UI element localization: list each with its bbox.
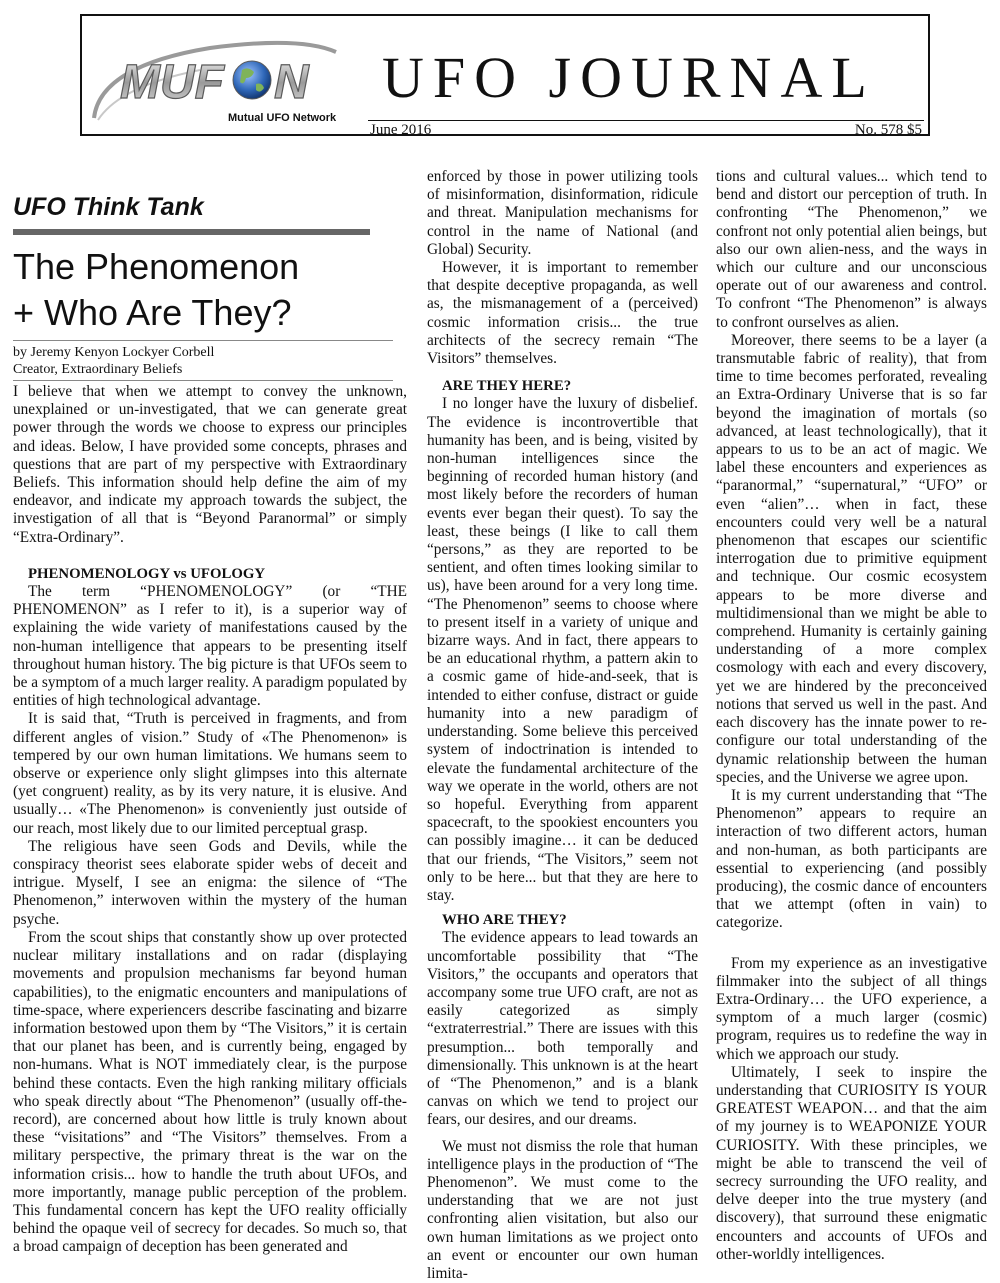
section-title: UFO Think Tank xyxy=(13,193,204,221)
mufon-logo xyxy=(90,26,340,126)
issue-number: No. 578 $5 xyxy=(854,122,922,138)
byline-divider-top xyxy=(13,340,393,341)
paragraph: tions and cultural values... which tend to bend and distort our perception of truth. In confronting “The Phenomenon,” we confront not only potential alien beings, but also our own alien-ness, and the ways in which our culture and our unconscious operate out of our awareness and control. To confront “The Phenomenon” is always to confront ourselves as alien. xyxy=(716,168,987,331)
paragraph: We must not dismiss the role that human intelligence plays in the production of “The Phenomenon”. We must come to the understanding that we are not just confronting alien visitation, but also our own human limitations as we project onto an event or encounter our own human limita- xyxy=(427,1137,698,1282)
svg-text:MUF: MUF xyxy=(120,56,224,109)
subheading-who-are-they: WHO ARE THEY? xyxy=(442,912,567,929)
paragraph: From the scout ships that constantly show up over protected nuclear military installations and on radar (displaying movements and propulsion mechanisms far beyond human capabilities), to the enigmatic encounters and manipulations of time-space, where experiencers describe fascinating and bizarre information bestowed upon them by “The Visitors,” it is certain that our planet has been, and is currently being, engaged by non-humans. What is NOT immediately clear, is the purpose behind these contacts. Even the high ranking military officials who speak directly about “The Phenomenon” (usually off-the-record), are concerned about how little is truly known about these “visitations” and “The Visitors” themselves. From a military perspective, the primary threat is the war on the information crisis... how to handle the truth about UFOs, and more importantly, manage public perception of the problem. This fundamental concern has kept the UFO reality officially behind the opaque veil of secrecy for decades. So much so, that a broad campaign of deception has been generated and xyxy=(13,928,407,1256)
paragraph: However, it is important to remember that despite deceptive propaganda, as well as, the mismanagement of a (perceived) cosmic information crisis... the true architects of the secrecy remain “The Visitors” themselves. xyxy=(427,259,698,368)
paragraph: Ultimately, I seek to inspire the understanding that CURIOSITY IS YOUR GREATEST WEAPON… and that the aim of my journey is to WEAPONIZE YOUR CURIOSITY. With these principles, we might be able to transcend the veil of secrecy surrounding the UFO reality, and delve deeper into the true mystery (and discovery), that surround these enigmatic encounters and accounts of UFOs and other-worldly intelligences. xyxy=(716,1063,987,1263)
paragraph: The religious have seen Gods and Devils, while the conspiracy theorist sees elaborate spider webs of deceit and intrigue. Myself, I see an enigma: the silence of “The Phenomenon,” interwoven within the mystery of the human psyche. xyxy=(13,837,407,928)
article-title xyxy=(13,244,299,336)
logo-subtitle: Mutual UFO Network xyxy=(228,112,337,124)
svg-text:N: N xyxy=(274,56,309,109)
author-line: by Jeremy Kenyon Lockyer Corbell xyxy=(13,345,215,360)
paragraph: It is my current understanding that “The Phenomenon” appears to require an interaction of two different actors, human and non-human, as both participants are essential to experiencing (and possibly producing), the cosmic dance of encounters that we attempt (often in vain) to categorize. xyxy=(716,786,987,932)
paragraph: The evidence appears to lead towards an uncomfortable possibility that “The Visitors,” the occupants and operators that accompany some true UFO craft, are not as easily categorized as simply “extraterrestrial.” There are issues with this presumption... both temporally and dimensionally. This unknown is at the heart of “The Phenomenon,” and is a blank canvas on which we tend to project our fears, our desires, and our dreams. xyxy=(427,929,698,1129)
article-column-1 xyxy=(13,383,407,1257)
subheading-phenomenology: PHENOMENOLOGY vs UFOLOGY xyxy=(28,565,266,582)
journal-title: UFO JOURNAL xyxy=(382,45,876,110)
paragraph: enforced by those in power utilizing tools of misinformation, disinformation, ridicule and threat. Manipulation mechanisms for control in the name of National (and Global) Security. xyxy=(427,168,698,258)
issue-bar xyxy=(368,120,924,138)
issue-date: June 2016 xyxy=(370,122,432,138)
paragraph: The term “PHENOMENOLOGY” (or “THE PHENOMENON” as I refer to it), is a superior way of explaining the wide variety of manifestations caused by the non-human intelligence that appears to be presenting itself throughout human history. The big picture is that UFOs seem to be a symptom of a much larger reality. A paradigm populated by entities of high technological advantage. xyxy=(13,583,407,710)
byline-divider-bottom xyxy=(13,380,393,381)
section-rule xyxy=(13,229,370,235)
paragraph: It is said that, “Truth is perceived in fragments, and from different angles of vision.” Study of «The Phenomenon» is tempered by our own human limitations. We humans seem to observe or experience only slight glimpses into this alternate (yet congruent) reality, as by its very nature, it is elusive. And usually… «The Phenomenon» is conveniently just outside of our reach, most likely due to our limited perceptual grasp. xyxy=(13,710,407,837)
article-column-3 xyxy=(716,168,987,1264)
subheading-are-they-here: ARE THEY HERE? xyxy=(442,378,572,395)
article-title-line-2: + Who Are They? xyxy=(13,292,292,333)
author-title: Creator, Extraordinary Beliefs xyxy=(13,362,183,377)
mufon-logo-graphic xyxy=(90,26,340,126)
paragraph: Moreover, there seems to be a layer (a transmutable fabric of reality), that from time to time becomes perforated, revealing an Extra-Ordinary Universe that is so far beyond the imagination of mortals (so advanced, at least technologically), that it appears to us to be an act of magic. We label these encounters and experiences as “paranormal,” “supernatural,” “UFO” or even “alien”… when in fact, these encounters could very well be a natural phenomenon that escapes our scientific interrogation due to primitive equipment and technique. Our cosmic ecosystem appears to be more diverse and multidimensional than we might be able to comprehend. Humanity is certainly gaining understanding of a more complex cosmology with each and every discovery, yet we are hindered by the preconceived notions that served us well in the past. And each discovery has the innate power to re-configure our total understanding of the dynamic relationship between the human species, and the Universe we agree upon. xyxy=(716,331,987,786)
article-column-2 xyxy=(427,168,698,1283)
masthead xyxy=(80,14,930,136)
paragraph: From my experience as an investigative filmmaker into the subject of all things Extra-Ordinary… the UFO experience, a symptom of a much larger (cosmic) program, requires us to redefine the way in which we approach our study. xyxy=(716,954,987,1063)
article-title-line-1: The Phenomenon xyxy=(13,246,300,287)
byline xyxy=(13,344,214,378)
paragraph: I believe that when we attempt to convey the unknown, unexplained or un-investigated, that we can generate great power through the words we choose to express our principles and ideas. Below, I have provided some concepts, phrases and questions that are part of my perspective with Extraordinary Beliefs. This information should help define the aim of my endeavor, and indicate my approach towards the subject, the investigation of all that is “Beyond Paranormal” or simply “Extra-Ordinary”. xyxy=(13,383,407,546)
paragraph: I no longer have the luxury of disbelief. The evidence is incontrovertible that humanity has been, and is being, visited by non-human intelligences since the beginning of recorded human history (and most likely before the recorders of human events ever began their quest). To say the least, these beings (I like to call them “persons,” as they are reported to be sentient, and often times looking similar to us), have been around for a very long time. “The Phenomenon” seems to choose where to present itself in a variety of unique and bizarre ways. And in fact, there appears to be an educational rhythm, a pattern akin to a cosmic game of hide-and-seek, that is intended to either confuse, distract or guide humanity into a new paradigm of understanding. Some believe this perceived system of indoctrination is intended to elevate the fundamental architecture of the way we operate in the world, others are not so hopeful. Everything from apparent spacecraft, to the spookiest encounters you can possibly imagine… it can be deduced that our friends, “The Visitors,” seem not only to be here... but that they are here to stay. xyxy=(427,395,698,904)
